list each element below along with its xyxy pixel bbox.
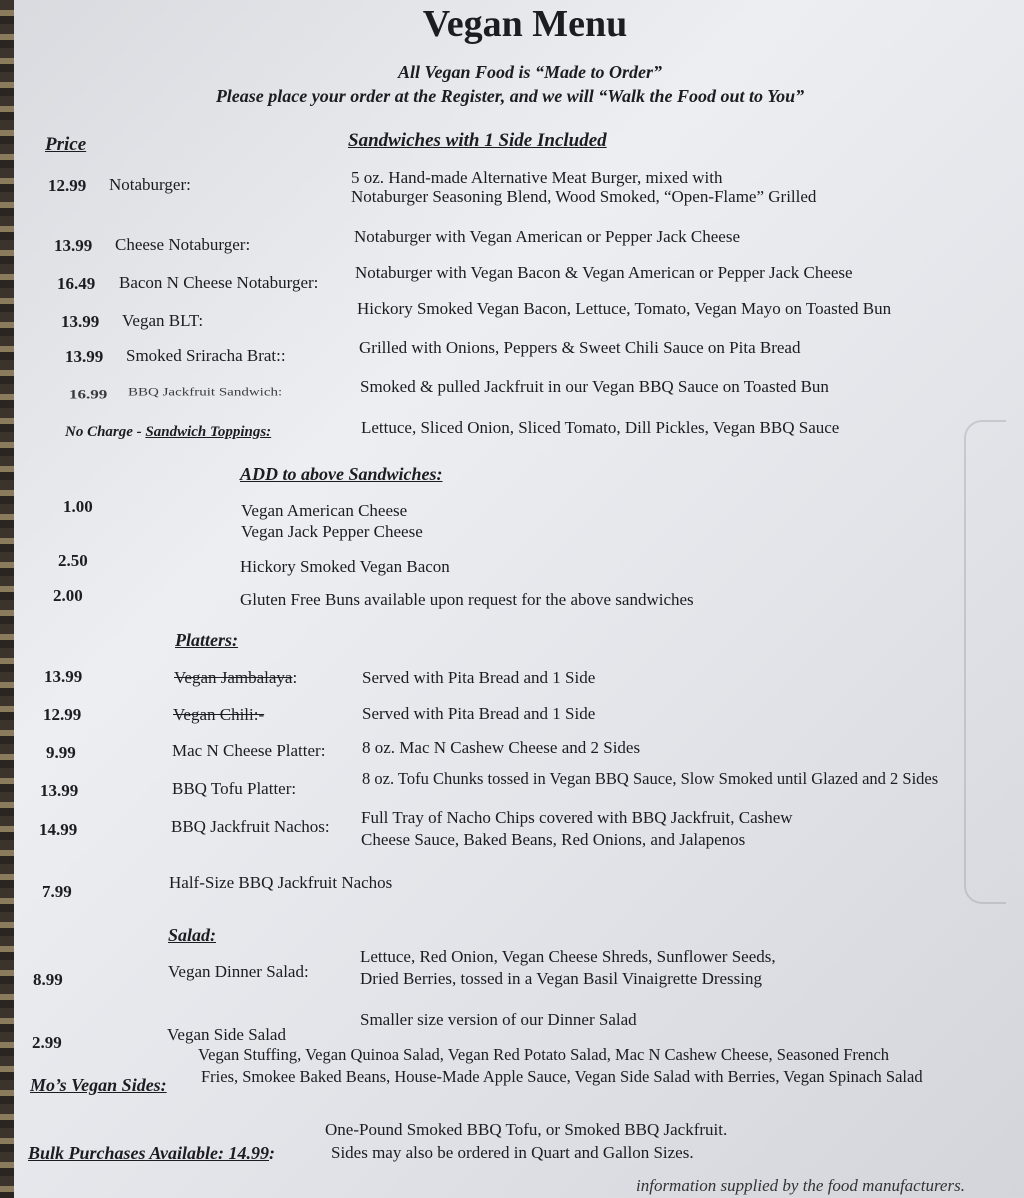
footer-fragment: information supplied by the food manufacturers. (636, 1176, 965, 1195)
item-name: Smoked Sriracha Brat:: (126, 346, 286, 365)
item-name: BBQ Tofu Platter: (172, 779, 297, 798)
item-name: Bacon N Cheese Notaburger: (119, 273, 319, 292)
toppings-label (65, 424, 271, 441)
item-name: Vegan Dinner Salad: (168, 962, 309, 981)
sides-line-1: Vegan Stuffing, Vegan Quinoa Salad, Vegan Red Potato Salad, Mac N Cashew Cheese, Seasoned French (198, 1045, 890, 1064)
subtitle-line-1: All Vegan Food is “Made to Order” (397, 62, 663, 82)
item-description: 5 oz. Hand-made Alternative Meat Burger, mixed with (351, 168, 723, 187)
platters-header: Platters: (175, 630, 238, 650)
add-on-description: Hickory Smoked Vegan Bacon (240, 557, 450, 576)
item-description: Notaburger with Vegan American or Pepper Jack Cheese (354, 227, 741, 246)
bulk-label-text: Bulk Purchases Available: 14.99 (28, 1143, 270, 1163)
item-price: 7.99 (42, 882, 72, 901)
item-name: Mac N Cheese Platter: (172, 741, 326, 760)
item-name: Half-Size BBQ Jackfruit Nachos (169, 873, 393, 892)
item-name: Vegan BLT: (122, 311, 204, 330)
item-price: 14.99 (39, 820, 78, 839)
toppings-description: Lettuce, Sliced Onion, Sliced Tomato, Dill Pickles, Vegan BBQ Sauce (361, 418, 840, 437)
item-price: 2.99 (32, 1033, 62, 1052)
sides-label: Mo’s Vegan Sides: (30, 1075, 167, 1095)
item-name: BBQ Jackfruit Sandwich: (128, 386, 283, 399)
sandwiches-header: Sandwiches with 1 Side Included (348, 130, 607, 151)
sides-line-2: Fries, Smokee Baked Beans, House-Made Apple Sauce, Vegan Side Salad with Berries, Vegan Spinach Salad (201, 1067, 923, 1086)
item-name: Cheese Notaburger: (115, 235, 251, 254)
item-price: 12.99 (48, 176, 87, 195)
item-price: 13.99 (54, 236, 93, 255)
item-description: 8 oz. Tofu Chunks tossed in Vegan BBQ Sauce, Slow Smoked until Glazed and 2 Sides (362, 769, 939, 788)
item-price: 16.99 (69, 387, 108, 402)
price-column-header: Price (45, 134, 87, 155)
item-description: Smaller size version of our Dinner Salad (360, 1010, 637, 1029)
bulk-line-1: One-Pound Smoked BBQ Tofu, or Smoked BBQ Jackfruit. (325, 1120, 728, 1139)
item-description: Cheese Sauce, Baked Beans, Red Onions, and Jalapenos (361, 830, 746, 849)
item-description: Lettuce, Red Onion, Vegan Cheese Shreds, Sunflower Seeds, (360, 947, 776, 966)
add-ons-header: ADD to above Sandwiches: (240, 464, 443, 484)
item-description: Full Tray of Nacho Chips covered with BBQ Jackfruit, Cashew (361, 808, 793, 827)
item-description: Notaburger with Vegan Bacon & Vegan American or Pepper Jack Cheese (355, 263, 853, 282)
item-price: 13.99 (44, 667, 83, 686)
bulk-line-2: Sides may also be ordered in Quart and Gallon Sizes. (331, 1143, 694, 1162)
item-price: 12.99 (43, 705, 82, 724)
toppings-heading: Sandwich Toppings: (145, 424, 272, 440)
item-name: Vegan Side Salad (167, 1025, 286, 1044)
item-description: Dried Berries, tossed in a Vegan Basil Vinaigrette Dressing (360, 969, 763, 988)
page-title: Vegan Menu (422, 3, 628, 45)
item-description: Served with Pita Bread and 1 Side (362, 704, 596, 723)
item-description: Served with Pita Bread and 1 Side (362, 668, 596, 687)
item-name: Vegan Chili:- (173, 705, 265, 724)
subtitle-line-2: Please place your order at the Register, and we will “Walk the Food out to You” (215, 86, 805, 106)
add-on-price: 1.00 (63, 497, 93, 516)
item-price: 9.99 (46, 743, 76, 762)
toppings-prefix: No Charge - (65, 424, 146, 440)
add-on-description: Vegan American Cheese (241, 501, 408, 520)
item-price: 16.49 (57, 274, 96, 293)
bulk-label-colon: : (269, 1143, 276, 1163)
add-on-description: Gluten Free Buns available upon request for the above sandwiches (240, 590, 694, 609)
item-name (174, 668, 297, 688)
add-on-description: Vegan Jack Pepper Cheese (241, 522, 423, 541)
item-name: Notaburger: (109, 175, 191, 194)
item-price: 13.99 (61, 312, 100, 331)
item-name: BBQ Jackfruit Nachos: (171, 817, 330, 836)
add-on-price: 2.00 (53, 586, 83, 605)
item-name-suffix: : (292, 668, 298, 687)
salad-header: Salad: (168, 925, 217, 945)
item-name-text: Vegan Jambalaya (174, 668, 293, 687)
item-description: Smoked & pulled Jackfruit in our Vegan BBQ Sauce on Toasted Bun (360, 377, 829, 396)
item-description: Grilled with Onions, Peppers & Sweet Chili Sauce on Pita Bread (359, 338, 801, 357)
item-description: 8 oz. Mac N Cashew Cheese and 2 Sides (362, 738, 641, 757)
item-description: Notaburger Seasoning Blend, Wood Smoked, “Open-Flame” Grilled (351, 187, 817, 206)
item-price: 13.99 (40, 781, 79, 800)
item-price: 8.99 (33, 970, 63, 989)
item-price: 13.99 (65, 347, 104, 366)
add-on-price: 2.50 (58, 551, 88, 570)
item-description: Hickory Smoked Vegan Bacon, Lettuce, Tomato, Vegan Mayo on Toasted Bun (357, 299, 892, 318)
bulk-label (28, 1143, 275, 1164)
